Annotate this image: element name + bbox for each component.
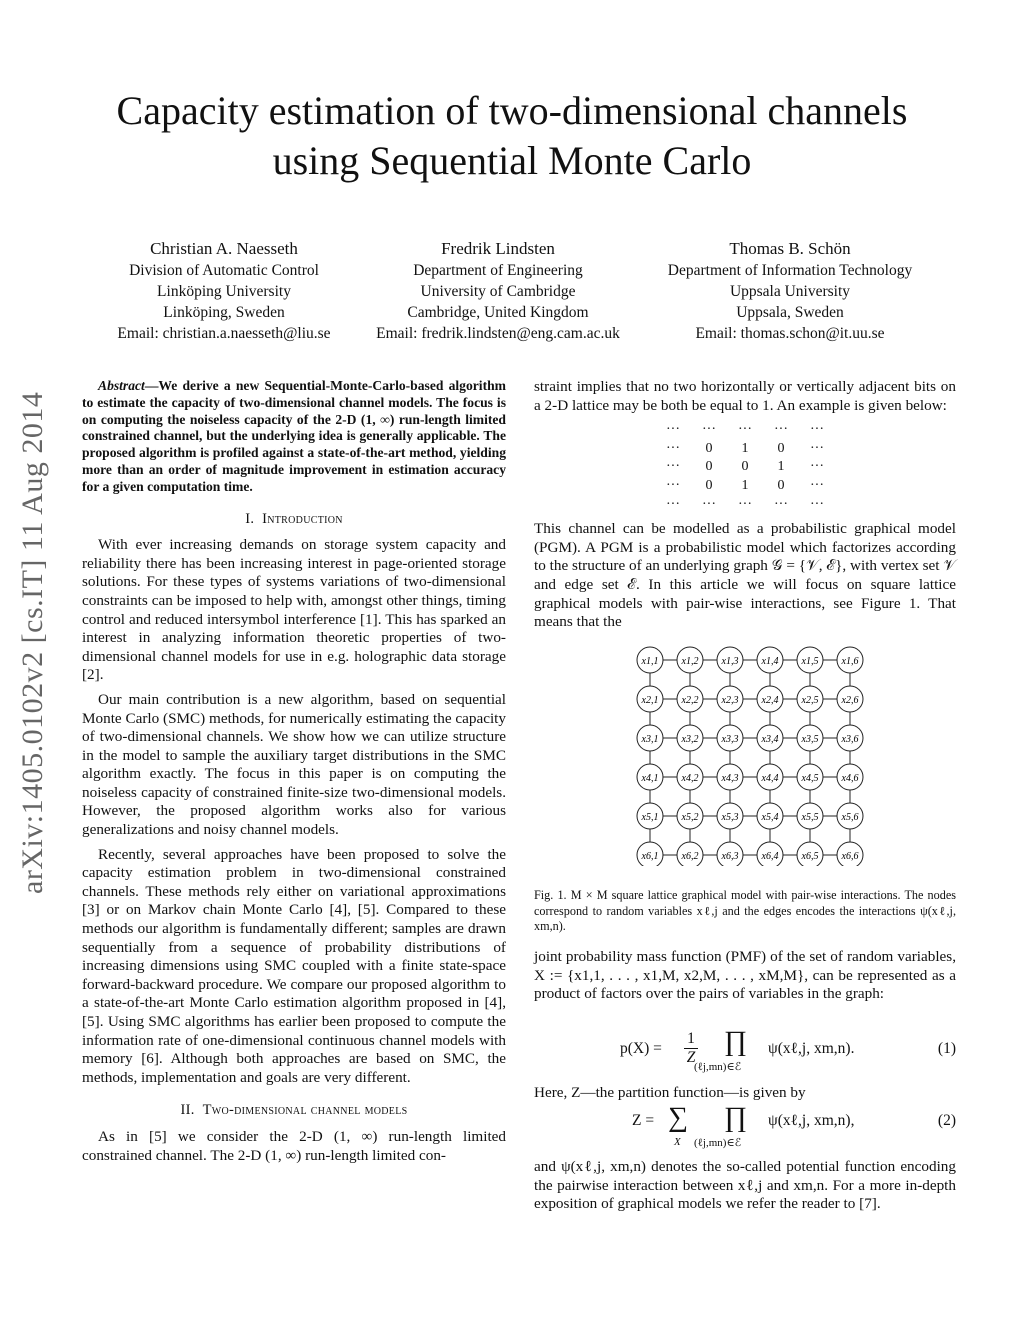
lattice-node-label: x2,3 <box>721 695 739 706</box>
matrix-cell: ··· <box>810 422 824 438</box>
lattice-node-label: x5,4 <box>761 812 779 823</box>
author-city: Cambridge, United Kingdom <box>407 304 589 321</box>
matrix-cell: 1 <box>741 477 749 493</box>
lattice-node-label: x2,1 <box>641 695 659 706</box>
matrix-cell: ··· <box>666 477 680 493</box>
author-email: Email: thomas.schon@it.uu.se <box>695 325 885 342</box>
lattice-graph-figure <box>630 644 870 866</box>
matrix-cell: ··· <box>810 496 824 512</box>
eq1-numerator: 1 <box>684 1030 698 1049</box>
lattice-node-label: x3,2 <box>681 734 699 745</box>
lattice-node-label: x1,3 <box>721 656 739 667</box>
lattice-node-label: x2,6 <box>841 695 859 706</box>
right-paragraph-5: and ψ(xℓ,j, xm,n) denotes the so-called potential function encoding the pairwise interaction between xℓ,j and xm,n. For a more in-depth exposition of graphical models we refer the reader to [7]. <box>534 1158 956 1213</box>
matrix-cell: ··· <box>702 496 716 512</box>
right-paragraph-4: Here, Z—the partition function—is given by <box>534 1084 806 1101</box>
author-dept: Department of Information Technology <box>667 262 913 279</box>
lattice-node-label: x4,4 <box>761 773 779 784</box>
eq1-rhs: ψ(xℓ,j, xm,n). <box>768 1040 855 1057</box>
matrix-cell: 0 <box>705 440 713 456</box>
figure-caption: Fig. 1. M × M square lattice graphical model with pair-wise interactions. The nodes correspond to random variables xℓ,j and the edges encodes the interactions ψ(xℓ,j, xm,n). <box>534 888 956 933</box>
matrix-cell: 1 <box>777 459 785 475</box>
lattice-node-label: x6,5 <box>801 851 819 862</box>
author-dept: Department of Engineering <box>413 262 583 279</box>
right-paragraph-1: straint implies that no two horizontally or vertically adjacent bits on a 2-D lattice may be both be equal to 1. An example is given below: <box>534 378 956 414</box>
author-email: Email: fredrik.lindsten@eng.cam.ac.uk <box>376 325 620 342</box>
author-email: Email: christian.a.naesseth@liu.se <box>117 325 331 342</box>
example-matrix <box>655 421 835 514</box>
eq1-denominator: Z <box>686 1049 696 1066</box>
eq1-number: (1) <box>937 1040 956 1057</box>
lattice-node-label: x1,6 <box>841 656 859 667</box>
eq2-number: (2) <box>937 1112 956 1129</box>
section-heading-1 <box>82 510 506 529</box>
right-paragraph-2: This channel can be modelled as a probabilistic graphical model (PGM). A PGM is a probabilistic model which factorizes according to the structure of an underlying graph 𝒢 = {𝒱, ℰ}, with vertex set 𝒱 and edge set ℰ. In this article we will focus on square lattice graphical models with pair-wise interactions, see Figure 1. That means that the <box>534 520 956 631</box>
intro-paragraph-1: With ever increasing demands on storage system capacity and reliability there has been increasing interest in page-oriented storage solutions. For these types of systems variations of two-dimensional constraints can be imposed to help with, amongst other things, timing control and reduced intersymbol interference [1]. This has sparked an interest in analyzing information theoretic properties of two-dimensional channel models for use in e.g. holographic data storage [2]. <box>82 536 506 684</box>
lattice-node-label: x4,5 <box>801 773 819 784</box>
lattice-node-label: x2,2 <box>681 695 699 706</box>
matrix-row <box>655 477 835 496</box>
lattice-node-label: x5,3 <box>721 812 739 823</box>
lattice-node-label: x3,1 <box>641 734 659 745</box>
author-block-2 <box>358 238 638 344</box>
matrix-cell: 0 <box>777 477 785 493</box>
matrix-cell: ··· <box>774 496 788 512</box>
lattice-node-label: x1,4 <box>761 656 779 667</box>
title-line-2: using Sequential Monte Carlo <box>272 138 752 183</box>
eq2-product-subscript: (ℓj,mn)∈ℰ <box>694 1137 742 1149</box>
matrix-cell: ··· <box>666 422 680 438</box>
matrix-row <box>655 421 835 440</box>
author-name: Thomas B. Schön <box>729 239 851 258</box>
matrix-row <box>655 440 835 459</box>
lattice-node-label: x4,3 <box>721 773 739 784</box>
matrix-cell: 0 <box>777 440 785 456</box>
matrix-cell: ··· <box>702 422 716 438</box>
lattice-node-label: x6,4 <box>761 851 779 862</box>
author-block-3 <box>646 238 934 344</box>
right-column-lower <box>534 948 956 1004</box>
right-column-lower-2 <box>534 1084 956 1103</box>
matrix-cell: 0 <box>741 459 749 475</box>
author-uni: Linköping University <box>157 283 291 300</box>
eq2-sum-symbol: ∑ <box>668 1102 688 1133</box>
eq2-sum-subscript: X <box>674 1136 681 1148</box>
matrix-cell: 0 <box>705 459 713 475</box>
abstract <box>82 378 506 496</box>
lattice-node-label: x6,1 <box>641 851 659 862</box>
section-title: Two-dimensional channel models <box>202 1102 408 1119</box>
intro-paragraph-3: Recently, several approaches have been proposed to solve the capacity estimation problem in two-dimensional constrained channels. These methods rely either on variational approximations [3] or on Markov chain Monte Carlo [4], [5]. Compared to these methods our algorithm is fundamentally different; samples are drawn sequentially from a sequence of probability distributions of increasing dimensions using SMC coupled with a finite state-space forward-backward procedure. We compare our proposed algorithm to a state-of-the-art Monte Carlo estimation algorithm proposed in [4], [5]. Using SMC algorithms has earlier been proposed to compute the information rate of one-dimensional continuous channel models with memory [6]. Although both approaches are based on SMC, the methods, implementation and goals are very different. <box>82 845 506 1086</box>
matrix-cell: ··· <box>774 422 788 438</box>
matrix-cell: ··· <box>666 496 680 512</box>
left-column <box>82 378 506 1165</box>
lattice-node-label: x5,5 <box>801 812 819 823</box>
arxiv-stamp: arXiv:1405.0102v2 [cs.IT] 11 Aug 2014 <box>16 391 49 894</box>
lattice-node-label: x2,4 <box>761 695 779 706</box>
abstract-text: —We derive a new Sequential-Monte-Carlo-based algorithm to estimate the capacity of two-dimensional channel models. The focus is on computing the noiseless capacity of the 2-D (1, ∞) run-length limited constrained channel, but the underlying idea is generally applicable. The proposed algorithm is profiled against a state-of-the-art method, yielding more than an order of magnitude improvement in estimation accuracy for a given computation time. <box>82 378 506 494</box>
matrix-cell: ··· <box>738 422 752 438</box>
lattice-node-label: x4,6 <box>841 773 859 784</box>
author-name: Fredrik Lindsten <box>441 239 555 258</box>
equation-2 <box>632 1102 956 1154</box>
eq2-lhs: Z = <box>632 1112 655 1129</box>
abstract-label: Abstract <box>98 378 145 393</box>
matrix-row <box>655 458 835 477</box>
lattice-node-label: x6,3 <box>721 851 739 862</box>
section-number: I. <box>245 510 255 527</box>
lattice-node-label: x4,2 <box>681 773 699 784</box>
matrix-cell: 0 <box>705 477 713 493</box>
author-name: Christian A. Naesseth <box>150 239 298 258</box>
lattice-node-label: x1,1 <box>641 656 659 667</box>
section-title: Introduction <box>262 510 343 527</box>
lattice-node-label: x1,5 <box>801 656 819 667</box>
lattice-node-label: x3,4 <box>761 734 779 745</box>
author-uni: Uppsala University <box>729 283 851 300</box>
author-block-1 <box>94 238 354 344</box>
lattice-node-label: x5,1 <box>641 812 659 823</box>
author-city: Uppsala, Sweden <box>736 304 844 321</box>
lattice-node-label: x2,5 <box>801 695 819 706</box>
right-column-lower-3 <box>534 1158 956 1214</box>
eq2-product-symbol: ∏ <box>724 1102 748 1133</box>
lattice-node-label: x5,6 <box>841 812 859 823</box>
lattice-node-label: x5,2 <box>681 812 699 823</box>
paper-title <box>0 86 1024 186</box>
matrix-cell: ··· <box>810 440 824 456</box>
matrix-cell: ··· <box>810 477 824 493</box>
author-city: Linköping, Sweden <box>163 304 285 321</box>
matrix-cell: 1 <box>741 440 749 456</box>
matrix-cell: ··· <box>666 459 680 475</box>
intro-paragraph-2: Our main contribution is a new algorithm, based on sequential Monte Carlo (SMC) methods, for numerically estimating the capacity of two-dimensional channels. We show how we can utilize structure in the model to sample the auxiliary target distributions in the SMC algorithm exactly. The focus in this paper is on computing the noiseless capacity of constrained finite-size two-dimensional models. However, the proposed algorithm works also for various generalizations and noisy channel models. <box>82 690 506 839</box>
eq1-product-symbol: ∏ <box>724 1026 748 1057</box>
matrix-cell: ··· <box>810 459 824 475</box>
lattice-node-label: x1,2 <box>681 656 699 667</box>
lattice-node-label: x6,2 <box>681 851 699 862</box>
lattice-node-label: x3,3 <box>721 734 739 745</box>
matrix-cell: ··· <box>738 496 752 512</box>
author-dept: Division of Automatic Control <box>129 262 319 279</box>
lattice-node-label: x3,6 <box>841 734 859 745</box>
eq1-lhs: p(X) = <box>620 1040 662 1057</box>
right-column <box>534 378 956 632</box>
matrix-cell: ··· <box>666 440 680 456</box>
lattice-node-label: x4,1 <box>641 773 659 784</box>
section-heading-2 <box>82 1101 506 1120</box>
section-number: II. <box>180 1102 195 1119</box>
title-line-1: Capacity estimation of two-dimensional channels <box>116 88 908 133</box>
right-paragraph-3: joint probability mass function (PMF) of the set of random variables, X := {x1,1, . . . , x1,M, x2,M, . . . , xM,M}, can be represented as a product of factors over the pairs of variables in the graph: <box>534 948 956 1003</box>
section2-paragraph-1: As in [5] we consider the 2-D (1, ∞) run-length limited constrained channel. The 2-D (1, ∞) run-length limited con- <box>82 1127 506 1164</box>
eq2-rhs: ψ(xℓ,j, xm,n), <box>768 1112 855 1129</box>
equation-1 <box>620 1026 956 1076</box>
matrix-row <box>655 496 835 515</box>
lattice-node-label: x3,5 <box>801 734 819 745</box>
author-uni: University of Cambridge <box>420 283 576 300</box>
eq1-product-subscript: (ℓj,mn)∈ℰ <box>694 1061 742 1073</box>
lattice-node-label: x6,6 <box>841 851 859 862</box>
